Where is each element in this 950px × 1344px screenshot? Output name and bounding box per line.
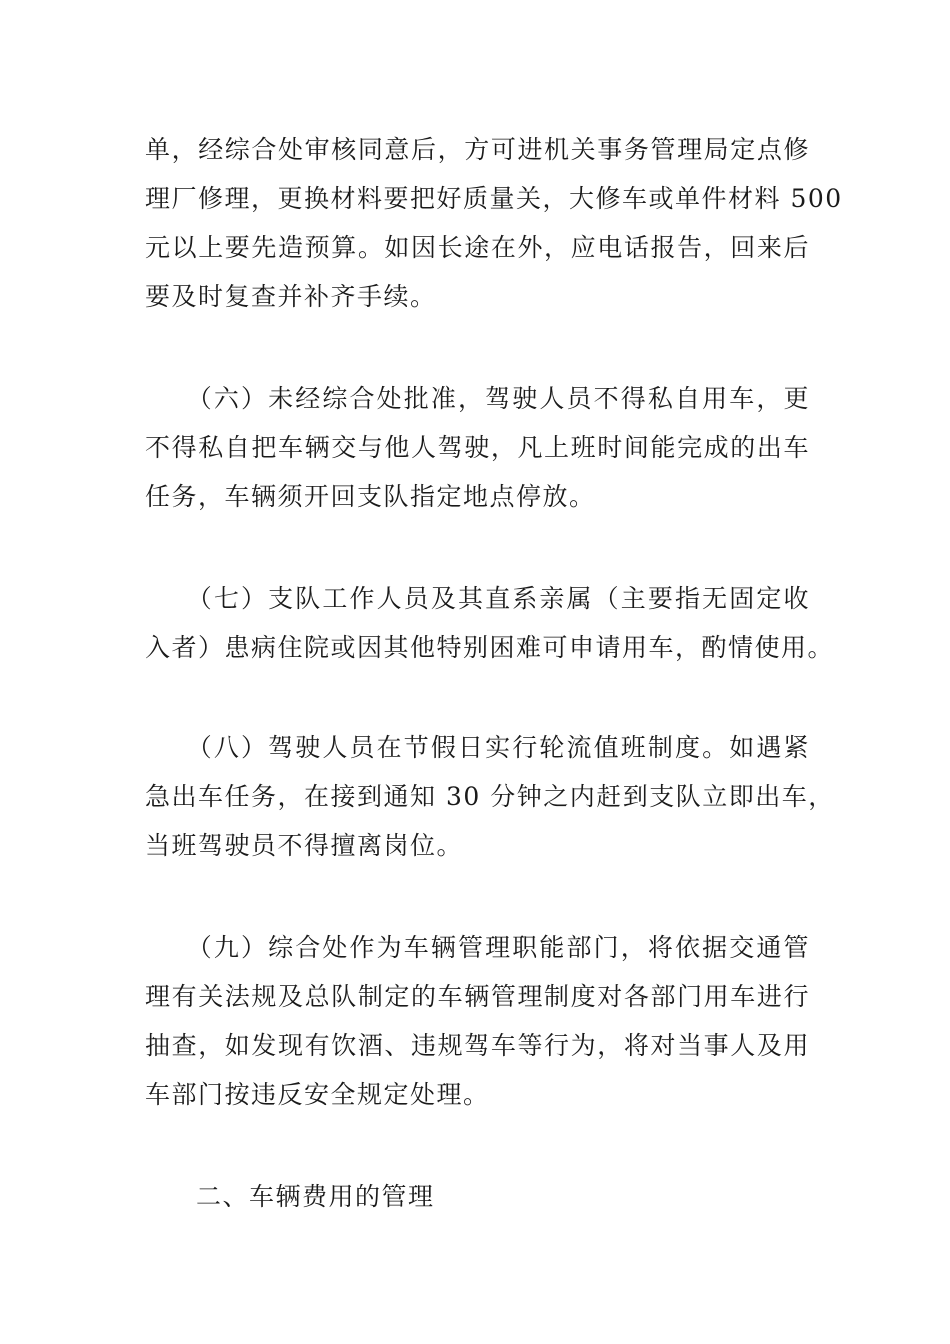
paragraph-item-8	[145, 723, 835, 870]
text-line: 车部门按违反安全规定处理。	[145, 1080, 490, 1109]
text-line: 入者）患病住院或因其他特别困难可申请用车，酌情使用。	[145, 633, 835, 662]
text-line: 元以上要先造预算。如因长途在外，应电话报告，回来后	[145, 233, 810, 262]
text-line: （九）综合处作为车辆管理职能部门，将依据交通管	[145, 933, 810, 962]
text-line: 抽查，如发现有饮酒、违规驾车等行为，将对当事人及用	[145, 1031, 810, 1060]
text-line: （八）驾驶人员在节假日实行轮流值班制度。如遇紧	[145, 733, 810, 762]
text-line: 单，经综合处审核同意后，方可进机关事务管理局定点修	[145, 135, 810, 164]
paragraph-item-9	[145, 923, 810, 1119]
paragraph-continuation	[145, 125, 843, 321]
text-line: 任务，车辆须开回支队指定地点停放。	[145, 482, 596, 511]
text-line: 不得私自把车辆交与他人驾驶，凡上班时间能完成的出车	[145, 433, 810, 462]
text-line: 理厂修理，更换材料要把好质量关，大修车或单件材料 500	[145, 184, 843, 213]
paragraph-item-7	[145, 574, 835, 672]
text-line: 急出车任务，在接到通知 30 分钟之内赶到支队立即出车，	[145, 782, 835, 811]
text-line: （七）支队工作人员及其直系亲属（主要指无固定收	[145, 584, 810, 613]
section-heading: 二、车辆费用的管理	[196, 1182, 435, 1211]
text-line: 当班驾驶员不得擅离岗位。	[145, 831, 464, 860]
text-line: （六）未经综合处批准，驾驶人员不得私自用车，更	[145, 384, 810, 413]
paragraph-item-6	[145, 374, 810, 521]
text-line: 要及时复查并补齐手续。	[145, 282, 437, 311]
text-line: 理有关法规及总队制定的车辆管理制度对各部门用车进行	[145, 982, 810, 1011]
